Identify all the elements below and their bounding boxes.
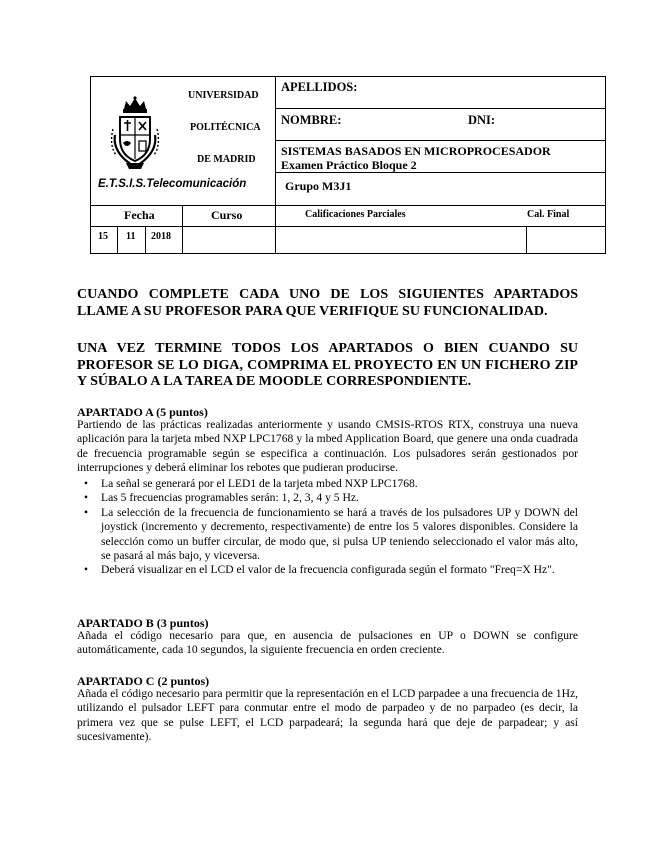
date-year: 2018: [151, 231, 171, 242]
instruction-submit: UNA VEZ TERMINE TODOS LOS APARTADOS O BIEN CUANDO SU PROFESOR SE LO DIGA, COMPRIMA EL PROYECTO EN UN FICHERO ZIP Y SÚBALO A LA TAREA DE MOODLE CORRESPONDIENTE.: [77, 341, 578, 389]
list-item: • Deberá visualizar en el LCD el valor de la frecuencia configurada según el formato "Freq=X Hz".: [84, 563, 555, 577]
calificaciones-label: Calificaciones Parciales: [305, 209, 406, 220]
nombre-label: NOMBRE:: [281, 113, 342, 127]
apellidos-label: APELLIDOS:: [281, 80, 358, 94]
school-name: E.T.S.I.S.Telecomunicación: [98, 178, 247, 190]
section-c-text: Añada el código necesario para permitir que la representación en el LCD parpadee a una frecuencia de 1Hz, utilizando el pulsador LEFT para conmutar entre el modo de parpadeo y de no parpadeo (es decir, la primera vez que se pulse LEFT, el LCD parpadeará; la segunda hará que deje de parpadear; y así sucesivamente).: [77, 687, 578, 744]
exam-title: Examen Práctico Bloque 2: [281, 158, 417, 172]
section-b-title: APARTADO B (3 puntos): [77, 616, 209, 630]
date-day: 15: [98, 231, 108, 242]
cal-final-label: Cal. Final: [527, 209, 570, 220]
section-a-intro: Partiendo de las prácticas realizadas anteriormente y usando CMSIS-RTOS RTX, construya una nueva aplicación para la tarjeta mbed NXP LPC1768 y la mbed Application Board, que genere una onda cuadrada de frecuencia programable según se especifica a continuación. Los pulsadores serán gestionados por interrupciones y deberá eliminar los rebotes que pudieran producirse.: [77, 418, 578, 475]
list-item: • La selección de la frecuencia de funcionamiento se hará a través de los pulsadores UP y DOWN del joystick (incremento y decremento, respectivamente) de entre los 5 valores disponibles. Considere la selección como un buffer circular, de modo que, si pulsa UP teniendo seleccionado el valor más alto, se pasará al más bajo, y viceversa.: [84, 505, 578, 563]
university-line-2: POLITÉCNICA: [190, 122, 261, 133]
section-a-title: APARTADO A (5 puntos): [77, 405, 208, 419]
section-b-text: Añada el código necesario para que, en ausencia de pulsaciones en UP o DOWN se configure automáticamente, cada 10 segundos, la siguiente frecuencia en orden creciente.: [77, 629, 578, 657]
university-line-1: UNIVERSIDAD: [188, 90, 259, 101]
fecha-label: Fecha: [124, 208, 155, 222]
curso-label: Curso: [211, 208, 243, 222]
date-month: 11: [126, 231, 136, 242]
section-c-title: APARTADO C (2 puntos): [77, 674, 210, 688]
university-crest-icon: [106, 95, 164, 173]
list-item: • La señal se generará por el LED1 de la tarjeta mbed NXP LPC1768.: [84, 477, 418, 490]
group-label: Grupo M3J1: [285, 179, 352, 193]
section-a-bullets: [77, 477, 578, 578]
university-line-3: DE MADRID: [197, 154, 256, 165]
dni-label: DNI:: [468, 113, 496, 127]
list-item: • Las 5 frecuencias programables serán: 1, 2, 3, 4 y 5 Hz.: [84, 491, 359, 505]
subject-title: SISTEMAS BASADOS EN MICROPROCESADOR: [281, 144, 551, 158]
instruction-verify: CUANDO COMPLETE CADA UNO DE LOS SIGUIENTES APARTADOS LLAME A SU PROFESOR PARA QUE VERIFIQUE SU FUNCIONALIDAD.: [77, 287, 578, 319]
